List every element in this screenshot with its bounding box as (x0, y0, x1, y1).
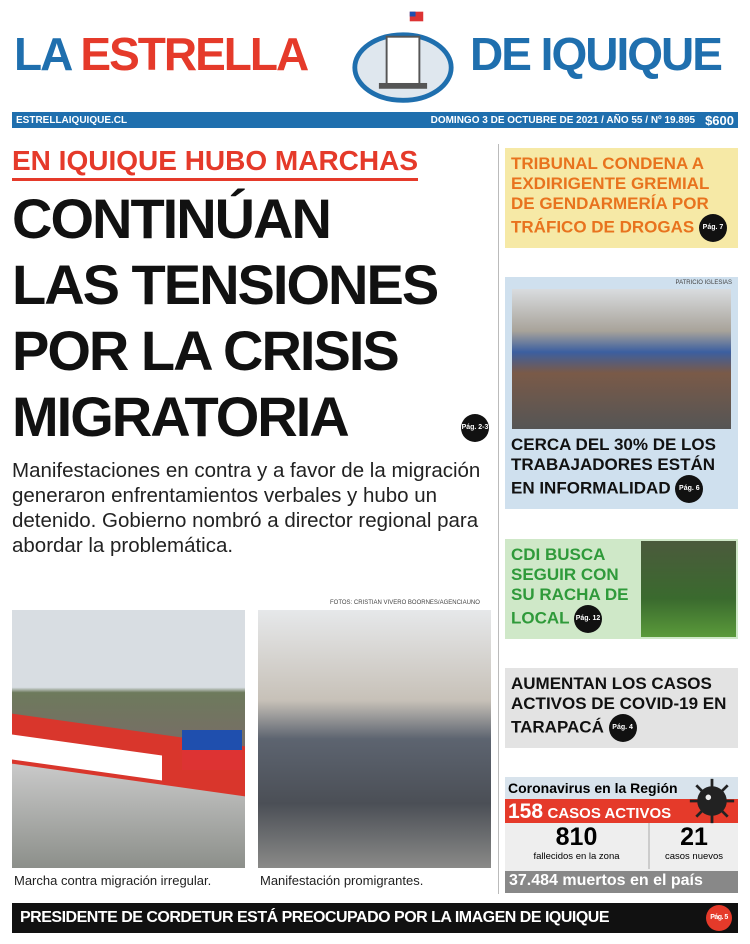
photo-march-promigrant (258, 610, 491, 868)
new-cases-stat (650, 823, 738, 869)
stats-header: Coronavirus en la Región (505, 777, 738, 799)
story-covid[interactable] (505, 668, 738, 748)
photo-market (512, 289, 731, 429)
photo-caption: Marcha contra migración irregular. (14, 873, 212, 888)
page-badge: Pág. 12 (574, 605, 602, 633)
story-title-wrap (505, 668, 738, 748)
masthead-word: LA (14, 28, 81, 80)
new-label: casos nuevos (664, 851, 724, 862)
headline-line: MIGRATORIA (12, 385, 348, 448)
column-divider (498, 144, 499, 894)
photo-football (641, 541, 736, 637)
page-badge: Pág. 5 (706, 905, 732, 931)
masthead (0, 0, 750, 108)
story-informality[interactable] (505, 277, 738, 509)
page-badge: Pág. 7 (699, 214, 727, 242)
story-title: TRIBUNAL CONDENA A EXDIRIGENTE GREMIAL DE GENDARMERÍA POR TRÁFICO DE DROGAS (511, 154, 710, 237)
photo-caption: Manifestación promigrantes. (260, 873, 424, 888)
headline-line: LAS TENSIONES (12, 253, 438, 316)
main-summary: Manifestaciones en contra y a favor de la migración generaron enfrentamientos verbales y hubo un detenido. Gobierno nombró a director regional para abordar la problemática. (12, 459, 481, 557)
story-title: AUMENTAN LOS CASOS ACTIVOS DE COVID-19 EN TARAPACÁ (511, 673, 727, 737)
stats-row (505, 823, 738, 869)
page-badge: Pág. 6 (675, 475, 703, 503)
main-headline (12, 186, 492, 450)
website: ESTRELLAIQUIQUE.CL (16, 114, 128, 126)
story-title: CDI BUSCA SEGUIR CON SU RACHA DE LOCAL (511, 544, 629, 627)
page-badge: Pág. 2-3 (461, 414, 489, 442)
story-title-wrap (505, 148, 738, 248)
active-number: 158 (508, 800, 544, 823)
deaths-label: fallecidos en la zona (533, 851, 620, 862)
deaths-number: 810 (555, 823, 598, 851)
logo-emblem-icon (350, 6, 456, 106)
right-column (505, 148, 738, 893)
story-tribunal[interactable] (505, 148, 738, 248)
masthead-word: ESTRELLA (80, 28, 308, 80)
photo-credit: PATRICIO IGLESIAS (675, 280, 732, 287)
dateline-bar (12, 112, 738, 128)
headline-line: POR LA CRISIS (12, 319, 398, 382)
story-title: CERCA DEL 30% DE LOS TRABAJADORES ESTÁN EN INFORMALIDAD (511, 435, 716, 498)
masthead-title-right: DE IQUIQUE (470, 28, 721, 80)
covid-stats-box (505, 777, 738, 893)
virus-icon (688, 777, 736, 825)
dateline: DOMINGO 3 DE OCTUBRE DE 2021 / AÑO 55 / Nº 19.895 (430, 114, 696, 126)
story-title-wrap (505, 429, 738, 509)
bottom-story-title: PRESIDENTE DE CORDETUR ESTÁ PREOCUPADO POR LA IMAGEN DE IQUIQUE (20, 909, 609, 926)
photo-march-against (12, 610, 245, 868)
headline-line: CONTINÚAN (12, 187, 330, 250)
price: $600 (705, 112, 734, 128)
photo-credit: FOTOS: CRISTIAN VIVERO BOORNES/AGENCIAUNO (330, 600, 480, 606)
story-title-wrap (505, 539, 641, 639)
masthead-title-left (14, 22, 307, 86)
story-cdi[interactable] (505, 539, 738, 639)
national-deaths: 37.484 muertos en el país (505, 871, 738, 893)
deaths-stat (505, 823, 650, 869)
main-kicker: EN IQUIQUE HUBO MARCHAS (12, 144, 418, 181)
bottom-story[interactable] (12, 903, 738, 933)
page-badge: Pág. 4 (609, 714, 637, 742)
active-label: CASOS ACTIVOS (547, 805, 672, 822)
new-number: 21 (680, 823, 708, 851)
